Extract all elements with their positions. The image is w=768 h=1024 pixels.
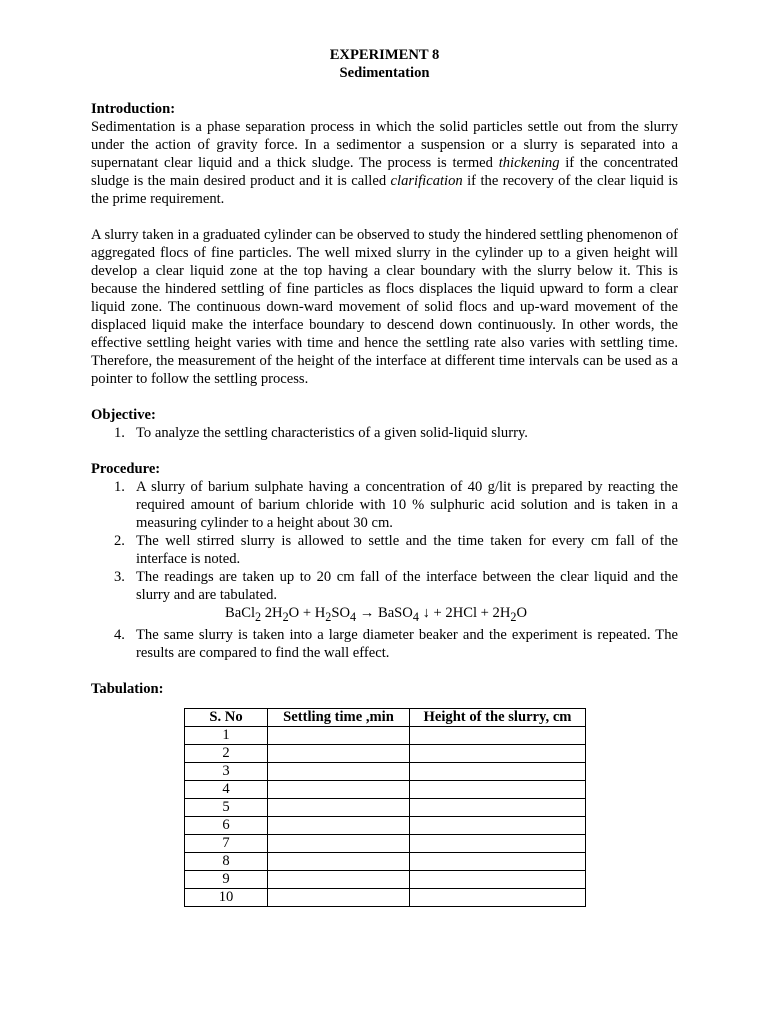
table-header-row	[185, 709, 586, 727]
height-cell	[410, 763, 586, 781]
experiment-number: EXPERIMENT 8	[329, 47, 440, 63]
height-cell	[410, 781, 586, 799]
list-item: 2. The well stirred slurry is allowed to settle and the time taken for every cm fall of the interface is noted.	[114, 533, 678, 567]
height-cell	[410, 853, 586, 871]
table-row	[185, 745, 586, 763]
settling-time-cell	[268, 817, 410, 835]
height-cell	[410, 871, 586, 889]
introduction-heading: Introduction:	[91, 101, 176, 117]
table-row	[185, 799, 586, 817]
procedure-heading: Procedure:	[91, 461, 161, 477]
row-number: 7	[185, 835, 268, 853]
table-row	[185, 817, 586, 835]
row-number: 6	[185, 817, 268, 835]
settling-time-cell	[268, 835, 410, 853]
header-settling-time: Settling time ,min	[268, 709, 410, 727]
header-slurry-height: Height of the slurry, cm	[410, 709, 586, 727]
list-item: 4. The same slurry is taken into a large diameter beaker and the experiment is repeated. The results are compared to find the wall effect.	[114, 626, 678, 661]
objective-heading: Objective:	[91, 407, 156, 423]
settling-time-cell	[268, 871, 410, 889]
row-number: 1	[185, 727, 268, 745]
table-row	[185, 853, 586, 871]
height-cell	[410, 727, 586, 745]
height-cell	[410, 799, 586, 817]
row-number: 2	[185, 745, 268, 763]
height-cell	[410, 889, 586, 907]
list-item: 1. To analyze the settling characteristics of a given solid-liquid slurry.	[114, 425, 528, 441]
observation-table	[184, 708, 586, 907]
term-thickening: thickening	[498, 155, 560, 171]
introduction-paragraph-2: A slurry taken in a graduated cylinder can be observed to study the hindered settling phenomenon of aggregated flocs of fine particles. The well mixed slurry in the cylinder up to a given height will develop a clear liquid zone at the top having a clear boundary with the slurry below it. This is because the hindered settling of fine particles as flocs displaces the liquid upward to form a clear liquid zone. The continuous down-ward movement of solid flocs and up-ward movement of the displaced liquid make the interface boundary to descend down continuously. In other words, the effective settling height varies with time and hence the settling rate also varies with settling time. Therefore, the measurement of the height of the interface at different time intervals can be used as a pointer to follow the settling process.	[91, 227, 678, 387]
objective-list	[91, 424, 678, 442]
procedure-list	[91, 478, 678, 662]
introduction-paragraph-1: Sedimentation is a phase separation process in which the solid particles settle out from the slurry under the action of gravity force. In a sedimentor a suspension or a slurry is separated into a supernatant clear liquid and a thick sludge. The process is termed thickening if the concentrated sludge is the main desired product and it is called clarification if the recovery of the clear liquid is the prime requirement.	[91, 119, 678, 207]
height-cell	[410, 745, 586, 763]
table-row	[185, 871, 586, 889]
height-cell	[410, 835, 586, 853]
height-cell	[410, 817, 586, 835]
table-row	[185, 763, 586, 781]
table-row	[185, 781, 586, 799]
document-body	[91, 46, 678, 698]
row-number: 4	[185, 781, 268, 799]
settling-time-cell	[268, 781, 410, 799]
settling-time-cell	[268, 745, 410, 763]
settling-time-cell	[268, 889, 410, 907]
row-number: 3	[185, 763, 268, 781]
row-number: 5	[185, 799, 268, 817]
settling-time-cell	[268, 763, 410, 781]
chemical-equation: BaCl$_2$ $2H_2O + H_2SO_4$ → BaSO$_4$ ↓ + $2HCl + 2H_2O$	[225, 605, 528, 624]
row-number: 8	[185, 853, 268, 871]
settling-time-cell	[268, 799, 410, 817]
table-row	[185, 889, 586, 907]
header-s-no: S. No	[185, 709, 268, 727]
term-clarification: clarification	[390, 173, 463, 189]
row-number: 10	[185, 889, 268, 907]
list-item: 3. The readings are taken up to 20 cm fall of the interface between the clear liquid and the slurry and are tabulated. BaCl$_2$ $2H_2O + H_2SO_4$ → BaSO$_4$ ↓ + $2HCl + 2H_2O$	[114, 569, 678, 624]
list-item: 1. A slurry of barium sulphate having a concentration of 40 g/lit is prepared by reacting the required amount of barium chloride with 10 % sulphuric acid solution and is taken in a measuring cylinder to a height about 30 cm.	[114, 479, 678, 531]
settling-time-cell	[268, 727, 410, 745]
experiment-title: Sedimentation	[339, 65, 430, 81]
row-number: 9	[185, 871, 268, 889]
settling-time-cell	[268, 853, 410, 871]
table-row	[185, 835, 586, 853]
tabulation-heading: Tabulation:	[91, 680, 164, 697]
table-row	[185, 727, 586, 745]
